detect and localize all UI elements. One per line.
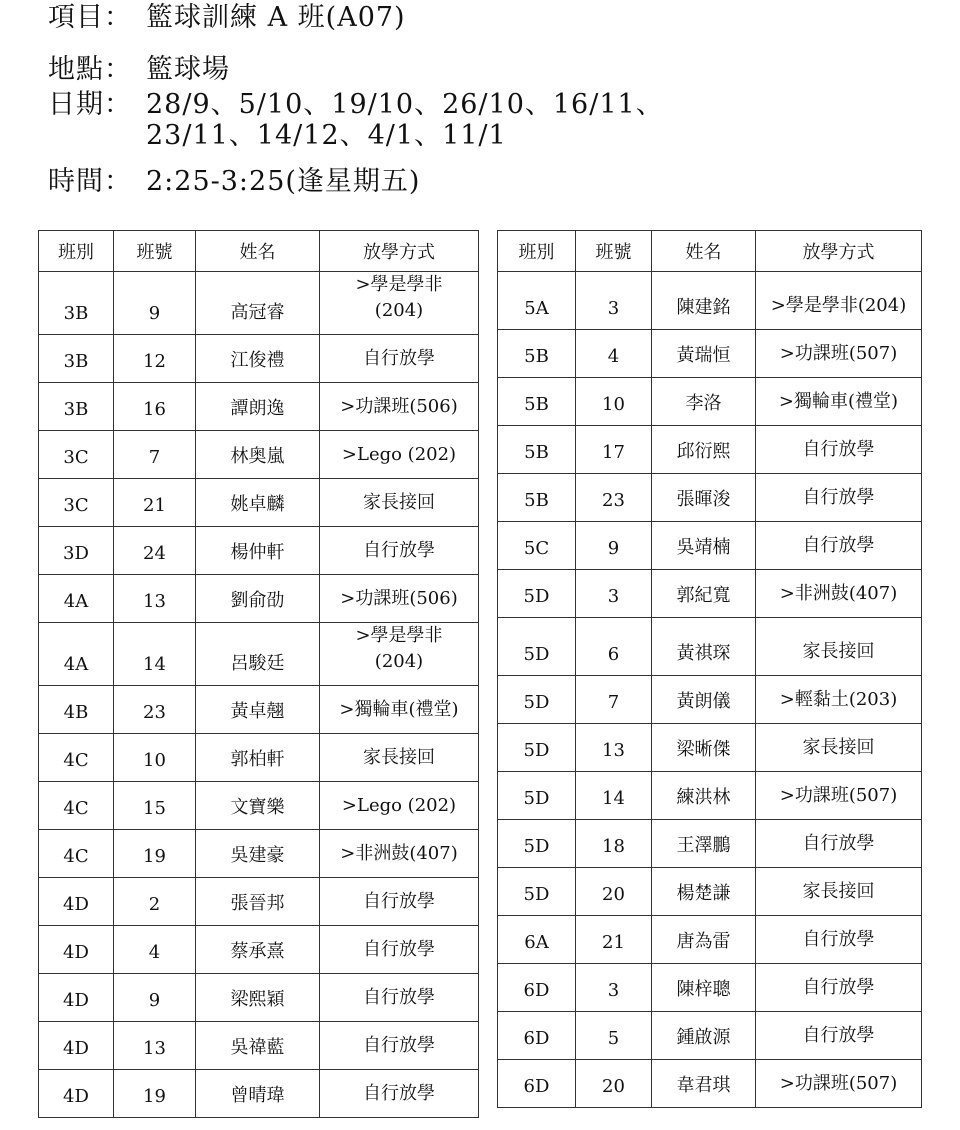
table-row (498, 426, 922, 474)
project-line (48, 2, 406, 34)
dismissal-cell: >學是學非(204) (756, 272, 922, 330)
name-cell: 李洛 (652, 378, 756, 426)
time-value: 2:25-3:25(逢星期五) (146, 166, 421, 197)
table-row (498, 676, 922, 724)
name-cell: 陳建銘 (652, 272, 756, 330)
number-cell: 9 (114, 272, 196, 335)
class-cell: 3B (39, 335, 114, 383)
table-row (39, 830, 479, 878)
class-cell: 5C (498, 522, 576, 570)
location-line (48, 54, 230, 86)
dismissal-cell: 自行放學 (320, 1022, 479, 1070)
number-cell: 13 (114, 1022, 196, 1070)
class-cell: 4D (39, 1070, 114, 1118)
dismissal-cell: >輕黏土(203) (756, 676, 922, 724)
number-cell: 9 (576, 522, 652, 570)
table-row (39, 272, 479, 335)
number-cell: 23 (114, 686, 196, 734)
name-cell: 梁熙穎 (196, 974, 320, 1022)
dismissal-cell: >學是學非 (204) (320, 623, 479, 686)
table-row (498, 378, 922, 426)
name-cell: 郭柏軒 (196, 734, 320, 782)
class-cell: 5D (498, 570, 576, 618)
dismissal-cell: 自行放學 (756, 474, 922, 522)
dismissal-cell: 家長接回 (320, 479, 479, 527)
number-cell: 3 (576, 964, 652, 1012)
number-cell: 3 (576, 570, 652, 618)
table-row (498, 474, 922, 522)
number-cell: 10 (114, 734, 196, 782)
table-row (498, 618, 922, 676)
number-cell: 20 (576, 1060, 652, 1108)
class-cell: 6D (498, 1060, 576, 1108)
dates-label: 日期： (48, 89, 132, 120)
name-cell: 郭紀寬 (652, 570, 756, 618)
number-cell: 13 (576, 724, 652, 772)
name-cell: 陳梓聰 (652, 964, 756, 1012)
table-header-row (39, 231, 479, 272)
name-cell: 黃朗儀 (652, 676, 756, 724)
dates-value-line1: 28/9、5/10、19/10、26/10、16/11、 (146, 89, 664, 120)
column-header-name: 姓名 (196, 231, 320, 272)
dismissal-cell: >獨輪車(禮堂) (756, 378, 922, 426)
number-cell: 7 (114, 431, 196, 479)
number-cell: 21 (576, 916, 652, 964)
dismissal-cell: >非洲鼓(407) (320, 830, 479, 878)
student-table-right (497, 230, 922, 1108)
class-cell: 3B (39, 272, 114, 335)
table-row (39, 335, 479, 383)
column-header-dismissal: 放學方式 (756, 231, 922, 272)
dismissal-cell: 家長接回 (756, 868, 922, 916)
dismissal-cell: 自行放學 (320, 527, 479, 575)
column-header-name: 姓名 (652, 231, 756, 272)
name-cell: 梁晰傑 (652, 724, 756, 772)
table-row (498, 272, 922, 330)
number-cell: 2 (114, 878, 196, 926)
number-cell: 23 (576, 474, 652, 522)
time-line (48, 166, 420, 198)
class-cell: 4C (39, 830, 114, 878)
class-cell: 5D (498, 820, 576, 868)
table-row (39, 575, 479, 623)
name-cell: 吳靖楠 (652, 522, 756, 570)
name-cell: 譚朗逸 (196, 383, 320, 431)
number-cell: 14 (114, 623, 196, 686)
dismissal-cell: >功課班(507) (756, 1060, 922, 1108)
table-row (498, 1060, 922, 1108)
class-cell: 5B (498, 378, 576, 426)
name-cell: 韋君琪 (652, 1060, 756, 1108)
table-row (498, 916, 922, 964)
dismissal-cell: >功課班(506) (320, 383, 479, 431)
dismissal-cell: >Lego (202) (320, 782, 479, 830)
dismissal-cell: 家長接回 (320, 734, 479, 782)
dismissal-cell: 自行放學 (756, 1012, 922, 1060)
class-cell: 3D (39, 527, 114, 575)
number-cell: 5 (576, 1012, 652, 1060)
table-row (498, 330, 922, 378)
table-row (39, 383, 479, 431)
name-cell: 黃祺琛 (652, 618, 756, 676)
table-row (39, 1070, 479, 1118)
table-row (498, 964, 922, 1012)
number-cell: 15 (114, 782, 196, 830)
number-cell: 10 (576, 378, 652, 426)
class-cell: 5A (498, 272, 576, 330)
number-cell: 7 (576, 676, 652, 724)
table-row (39, 527, 479, 575)
column-header-class: 班別 (498, 231, 576, 272)
project-label: 項目： (48, 2, 132, 33)
class-cell: 4D (39, 878, 114, 926)
class-cell: 4C (39, 734, 114, 782)
number-cell: 20 (576, 868, 652, 916)
dismissal-cell: >學是學非 (204) (320, 272, 479, 335)
number-cell: 19 (114, 830, 196, 878)
name-cell: 劉俞劭 (196, 575, 320, 623)
name-cell: 鍾啟源 (652, 1012, 756, 1060)
name-cell: 呂駿廷 (196, 623, 320, 686)
name-cell: 練洪林 (652, 772, 756, 820)
dates-line2 (48, 120, 507, 152)
class-cell: 4D (39, 974, 114, 1022)
table-row (498, 772, 922, 820)
name-cell: 黃卓翹 (196, 686, 320, 734)
dismissal-cell: >功課班(507) (756, 772, 922, 820)
name-cell: 文寶樂 (196, 782, 320, 830)
table-row (498, 724, 922, 772)
name-cell: 楊楚謙 (652, 868, 756, 916)
table-row (39, 1022, 479, 1070)
table-row (39, 734, 479, 782)
number-cell: 21 (114, 479, 196, 527)
location-value: 籃球場 (146, 54, 230, 85)
time-label: 時間： (48, 166, 132, 197)
dismissal-cell: 自行放學 (320, 335, 479, 383)
dates-value-line2: 23/11、14/12、4/1、11/1 (146, 120, 507, 151)
name-cell: 張晉邦 (196, 878, 320, 926)
name-cell: 黃瑞恒 (652, 330, 756, 378)
dismissal-cell: 自行放學 (756, 916, 922, 964)
number-cell: 16 (114, 383, 196, 431)
table-row (39, 878, 479, 926)
class-cell: 5B (498, 330, 576, 378)
class-cell: 6A (498, 916, 576, 964)
number-cell: 13 (114, 575, 196, 623)
class-cell: 4A (39, 575, 114, 623)
table-row (39, 623, 479, 686)
table-row (498, 820, 922, 868)
number-cell: 19 (114, 1070, 196, 1118)
column-header-dismissal: 放學方式 (320, 231, 479, 272)
name-cell: 王澤鵬 (652, 820, 756, 868)
dismissal-cell: 自行放學 (756, 522, 922, 570)
number-cell: 4 (576, 330, 652, 378)
class-cell: 3C (39, 479, 114, 527)
dismissal-cell: 自行放學 (320, 974, 479, 1022)
table-row (498, 522, 922, 570)
dismissal-cell: >功課班(507) (756, 330, 922, 378)
table-row (39, 479, 479, 527)
name-cell: 姚卓麟 (196, 479, 320, 527)
class-cell: 3C (39, 431, 114, 479)
number-cell: 24 (114, 527, 196, 575)
location-label: 地點： (48, 54, 132, 85)
class-cell: 4B (39, 686, 114, 734)
dismissal-cell: >獨輪車(禮堂) (320, 686, 479, 734)
name-cell: 楊仲軒 (196, 527, 320, 575)
class-cell: 4A (39, 623, 114, 686)
table-body-right (498, 272, 922, 1108)
number-cell: 14 (576, 772, 652, 820)
number-cell: 12 (114, 335, 196, 383)
name-cell: 蔡承熹 (196, 926, 320, 974)
table-header-row (498, 231, 922, 272)
dismissal-cell: 自行放學 (756, 820, 922, 868)
class-cell: 5D (498, 868, 576, 916)
table-row (39, 782, 479, 830)
table-row (39, 431, 479, 479)
dismissal-cell: 自行放學 (756, 426, 922, 474)
name-cell: 張暉浚 (652, 474, 756, 522)
name-cell: 唐為雷 (652, 916, 756, 964)
name-cell: 曾晴瑋 (196, 1070, 320, 1118)
dismissal-cell: 家長接回 (756, 618, 922, 676)
name-cell: 江俊禮 (196, 335, 320, 383)
table-row (39, 686, 479, 734)
class-cell: 5D (498, 772, 576, 820)
dismissal-cell: 自行放學 (320, 1070, 479, 1118)
class-cell: 5B (498, 474, 576, 522)
table-row (498, 868, 922, 916)
class-cell: 3B (39, 383, 114, 431)
table-row (39, 926, 479, 974)
dismissal-cell: >非洲鼓(407) (756, 570, 922, 618)
number-cell: 4 (114, 926, 196, 974)
dismissal-cell: >Lego (202) (320, 431, 479, 479)
class-cell: 6D (498, 964, 576, 1012)
class-cell: 5B (498, 426, 576, 474)
number-cell: 18 (576, 820, 652, 868)
table-row (498, 1012, 922, 1060)
name-cell: 吳禕藍 (196, 1022, 320, 1070)
dismissal-cell: >功課班(506) (320, 575, 479, 623)
number-cell: 9 (114, 974, 196, 1022)
number-cell: 3 (576, 272, 652, 330)
class-cell: 5D (498, 618, 576, 676)
class-cell: 5D (498, 724, 576, 772)
project-value: 籃球訓練 A 班(A07) (146, 2, 406, 33)
name-cell: 高冠睿 (196, 272, 320, 335)
class-cell: 5D (498, 676, 576, 724)
table-row (498, 570, 922, 618)
name-cell: 林奥嵐 (196, 431, 320, 479)
dismissal-cell: 自行放學 (756, 964, 922, 1012)
number-cell: 17 (576, 426, 652, 474)
class-cell: 4C (39, 782, 114, 830)
dismissal-cell: 自行放學 (320, 878, 479, 926)
column-header-number: 班號 (114, 231, 196, 272)
class-cell: 6D (498, 1012, 576, 1060)
class-cell: 4D (39, 1022, 114, 1070)
name-cell: 邱衍熙 (652, 426, 756, 474)
dismissal-cell: 家長接回 (756, 724, 922, 772)
column-header-number: 班號 (576, 231, 652, 272)
number-cell: 6 (576, 618, 652, 676)
class-cell: 4D (39, 926, 114, 974)
column-header-class: 班別 (39, 231, 114, 272)
dates-line (48, 89, 664, 121)
table-row (39, 974, 479, 1022)
student-table-left (38, 230, 479, 1118)
dismissal-cell: 自行放學 (320, 926, 479, 974)
table-body-left (39, 272, 479, 1118)
name-cell: 吳建豪 (196, 830, 320, 878)
